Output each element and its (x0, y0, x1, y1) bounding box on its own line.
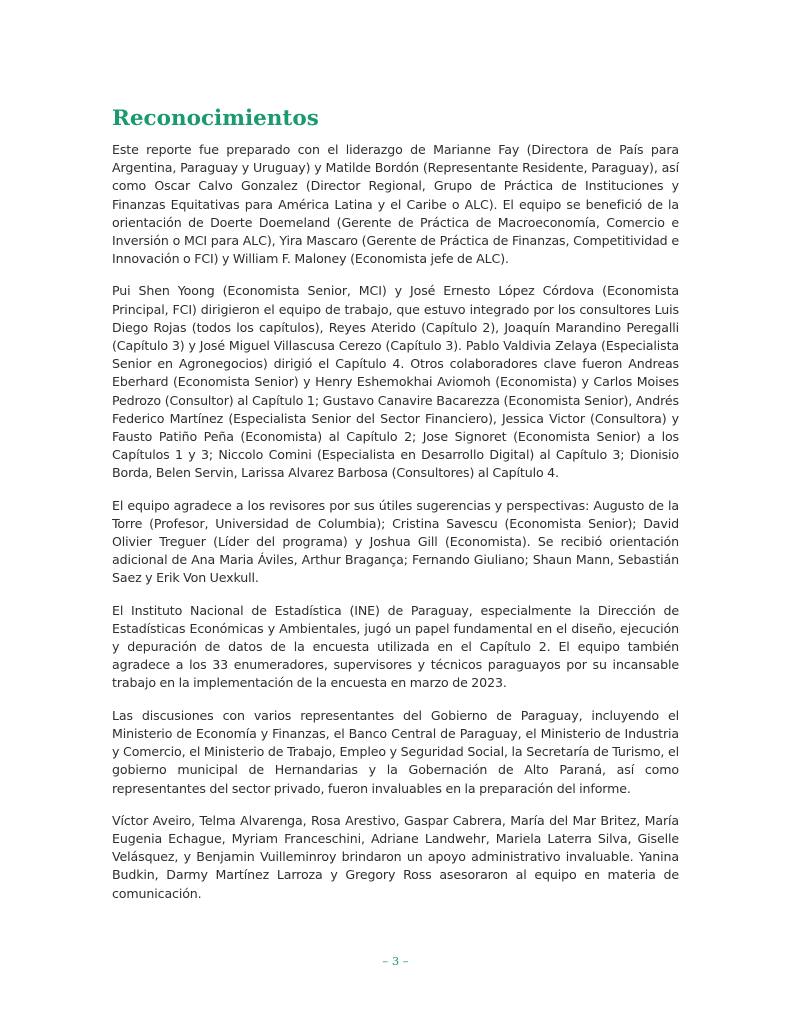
paragraph-3: El equipo agradece a los revisores por sus útiles sugerencias y perspectivas: Augusto de la Torre (Profesor, Universidad de Columbia); Cristina Savescu (Economista Senior); David Olivier Treguer (Líder del programa) y Joshua Gill (Economista). Se recibió orientación adicional de Ana Maria Áviles, Arthur Bragança; Fernando Giuliano; Shaun Mann, Sebastián Saez y Erik Von Uexkull. (112, 497, 679, 586)
paragraph-1: Este reporte fue preparado con el liderazgo de Marianne Fay (Directora de País para Argentina, Paraguay y Uruguay) y Matilde Bordón (Representante Residente, Paraguay), así como Oscar Calvo Gonzalez (Director Regional, Grupo de Práctica de Instituciones y Finanzas Equitativas para América Latina y el Caribe o ALC). El equipo se benefició de la orientación de Doerte Doemeland (Gerente de Práctica de Macroeconomía, Comercio e Inversión o MCI para ALC), Yira Mascaro (Gerente de Práctica de Finanzas, Competitividad e Innovación o FCI) y William F. Maloney (Economista jefe de ALC). (112, 142, 679, 267)
body-text (112, 141, 679, 917)
paragraph-5: Las discusiones con varios representantes del Gobierno de Paraguay, incluyendo el Ministerio de Economía y Finanzas, el Banco Central de Paraguay, el Ministerio de Industria y Comercio, el Ministerio de Trabajo, Empleo y Seguridad Social, la Secretaría de Turismo, el gobierno municipal de Hernandarias y la Gobernación de Alto Paraná, así como representantes del sector privado, fueron invaluables en la preparación del informe. (112, 707, 679, 796)
paragraph-4: El Instituto Nacional de Estadística (INE) de Paraguay, especialmente la Dirección de Estadísticas Económicas y Ambientales, jugó un papel fundamental en el diseño, ejecución y depuración de datos de la encuesta utilizada en el Capítulo 2. El equipo también agradece a los 33 enumeradores, supervisores y técnicos paraguayos por su incansable trabajo en la implementación de la encuesta en marzo de 2023. (112, 602, 679, 691)
paragraph-2: Pui Shen Yoong (Economista Senior, MCI) y José Ernesto López Córdova (Economista Principal, FCI) dirigieron el equipo de trabajo, que estuvo integrado por los consultores Luis Diego Rojas (todos los capítulos), Reyes Aterido (Capítulo 2), Joaquín Marandino Peregalli (Capítulo 3) y José Miguel Villascusa Cerezo (Capítulo 3). Pablo Valdivia Zelaya (Especialista Senior en Agronegocios) dirigió el Capítulo 4. Otros colaboradores clave fueron Andreas Eberhard (Economista Senior) y Henry Eshemokhai Aviomoh (Economista) y Carlos Moises Pedrozo (Consultor) al Capítulo 1; Gustavo Canavire Bacarezza (Economista Senior), Andrés Federico Martínez (Especialista Senior del Sector Financiero), Jessica Victor (Consultora) y Fausto Patiño Peña (Economista) al Capítulo 2; Jose Signoret (Economista Senior) a los Capítulos 1 y 3; Niccolo Comini (Especialista en Desarrollo Digital) al Capítulo 3; Dionisio Borda, Belen Servin, Larissa Alvarez Barbosa (Consultores) al Capítulo 4. (112, 283, 679, 481)
paragraph-6: Víctor Aveiro, Telma Alvarenga, Rosa Arestivo, Gaspar Cabrera, María del Mar Britez, María Eugenia Echague, Myriam Franceschini, Adriane Landwehr, Mariela Laterra Silva, Giselle Velásquez, y Benjamin Vuilleminroy brindaron un apoyo administrativo invaluable. Yanina Budkin, Darmy Martínez Larroza y Gregory Ross asesoraron al equipo en materia de comunicación. (112, 812, 679, 901)
page-title: Reconocimientos (112, 106, 319, 131)
page-number: – 3 – (382, 954, 409, 968)
